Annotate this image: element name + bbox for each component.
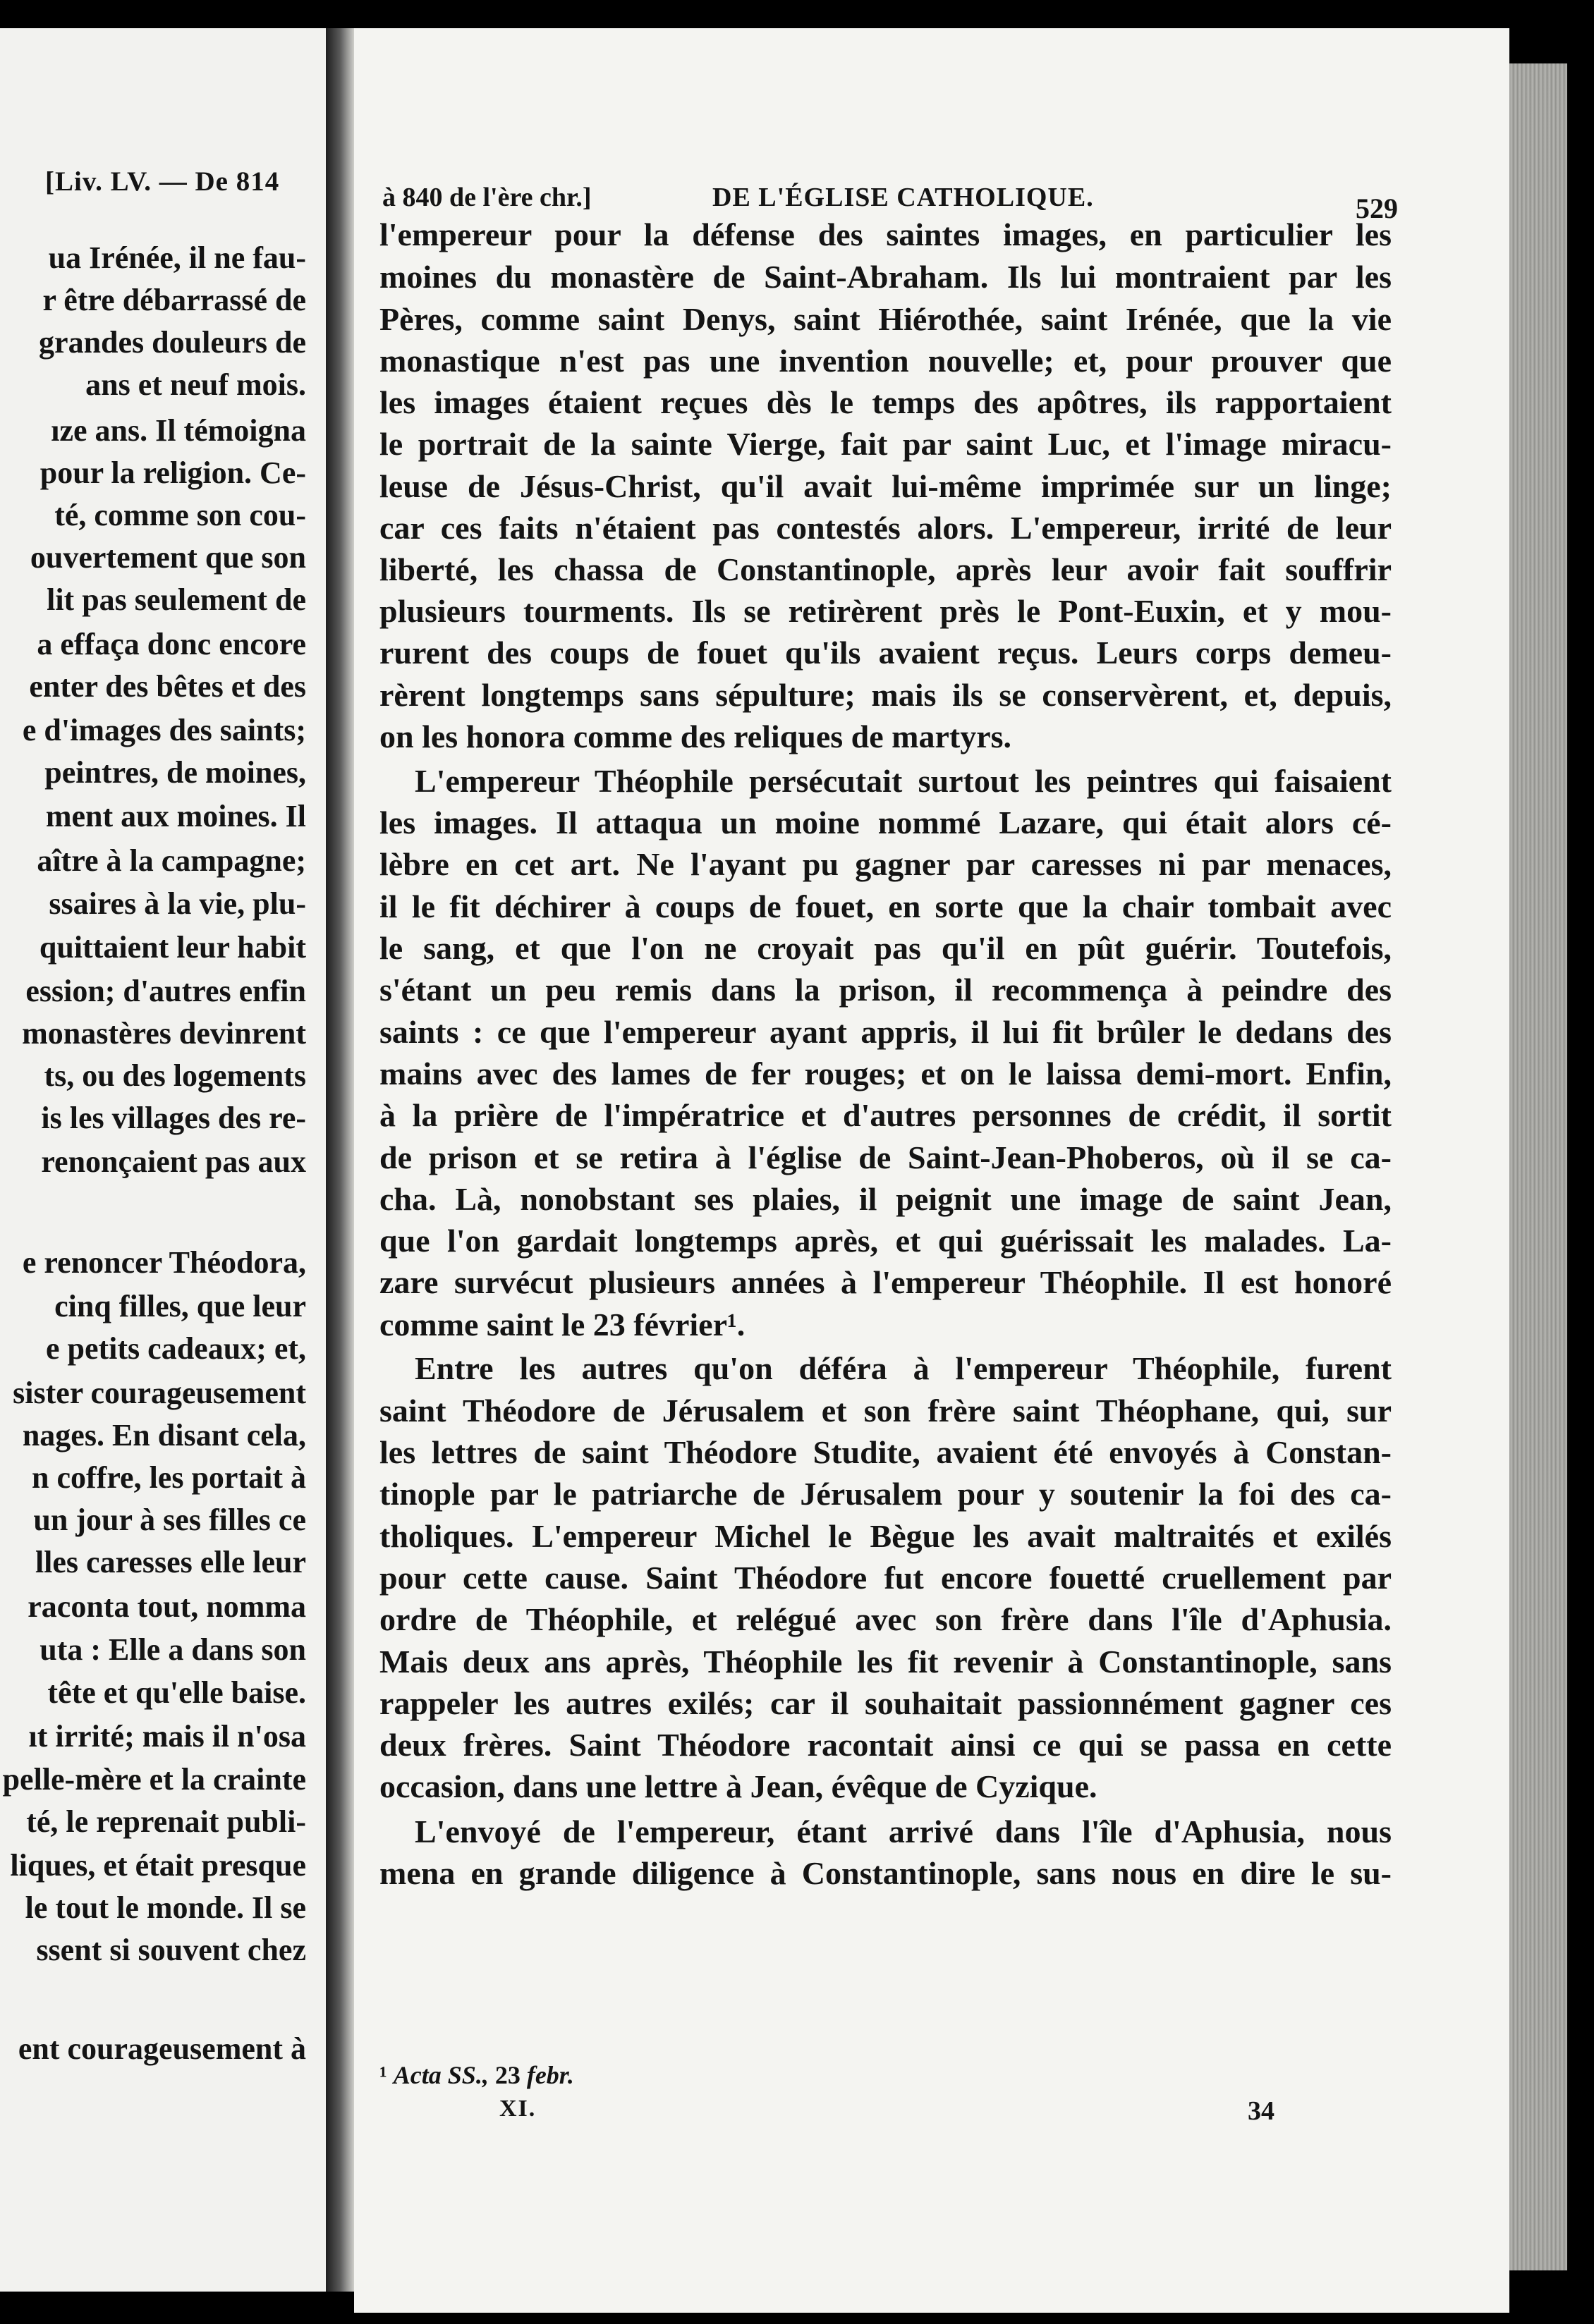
- left-text-line: cinq filles, que leur: [54, 1289, 306, 1323]
- left-text-line: e petits cadeaux; et,: [45, 1331, 306, 1366]
- left-text-line: ouvertement que son: [30, 540, 306, 575]
- left-text-line: aître à la campagne;: [37, 843, 306, 878]
- text-line: L'empereur Théophile persécutait surtout les peintres qui faisaient: [415, 763, 1392, 799]
- left-text-line: n coffre, les portait à: [32, 1460, 306, 1495]
- text-line: ordre de Théophile, et relégué avec son frère dans l'île d'Aphusia.: [379, 1601, 1392, 1637]
- page-number: 529: [1356, 192, 1398, 224]
- left-text-line: pour la religion. Ce-: [39, 455, 306, 490]
- left-text-line: renonçaient pas aux: [41, 1144, 306, 1179]
- text-line: leuse de Jésus-Christ, qu'il avait lui-même imprimée sur un linge;: [379, 468, 1392, 504]
- text-line: occasion, dans une lettre à Jean, évêque de Cyzique.: [379, 1768, 1097, 1804]
- left-text-line: nages. En disant cela,: [22, 1418, 306, 1452]
- text-line: les images étaient reçues dès le temps des apôtres, ils rapportaient: [379, 384, 1392, 420]
- left-text-line: tête et qu'elle baise.: [47, 1675, 306, 1710]
- book-gutter: [326, 28, 354, 2292]
- text-line: comme saint le 23 février¹.: [379, 1307, 746, 1343]
- text-line: deux frères. Saint Théodore racontait ainsi ce qui se passa en cette: [379, 1727, 1392, 1763]
- text-line: rurent des coups de fouet qu'ils avaient reçus. Leurs corps demeu-: [379, 635, 1392, 671]
- text-line: l'empereur pour la défense des saintes images, en particulier les: [379, 216, 1392, 252]
- left-text-line: lit pas seulement de: [47, 582, 306, 617]
- text-line: mena en grande diligence à Constantinople, sans nous en dire le su-: [379, 1855, 1392, 1891]
- text-line: rèrent longtemps sans sépulture; mais ils se conservèrent, et, depuis,: [379, 677, 1392, 713]
- footnote-source: Acta SS.,: [393, 2061, 489, 2089]
- left-text-line: r être débarrassé de: [42, 283, 306, 317]
- text-line: liberté, les chassa de Constantinople, après leur avoir fait souffrir: [379, 551, 1392, 587]
- left-text-line: quittaient leur habit: [39, 930, 306, 965]
- text-line: mains avec des lames de fer rouges; et on le laissa demi-mort. Enfin,: [379, 1056, 1392, 1091]
- left-text-line: grandes douleurs de: [39, 325, 306, 360]
- text-line: car ces faits n'étaient pas contestés alors. L'empereur, irrité de leur: [379, 510, 1392, 546]
- left-text-line: ssaires à la vie, plu-: [49, 886, 306, 921]
- text-line: moines du monastère de Saint-Abraham. Ils lui montraient par les: [379, 259, 1392, 295]
- text-line: saint Théodore de Jérusalem et son frère saint Théophane, qui, sur: [379, 1393, 1392, 1429]
- left-text-line: e d'images des saints;: [22, 713, 306, 747]
- left-text-line: ıt irrité; mais il n'osa: [28, 1719, 306, 1754]
- text-line: monastique n'est pas une invention nouvelle; et, pour prouver que: [379, 343, 1392, 379]
- left-text-line: is les villages des re-: [41, 1101, 306, 1135]
- text-line: rappeler les autres exilés; car il souhaitait passionnément gagner ces: [379, 1685, 1392, 1721]
- footnote-month: febr.: [526, 2061, 574, 2089]
- left-text-line: monastères devinrent: [22, 1016, 306, 1051]
- left-text-line: ts, ou des logements: [44, 1058, 306, 1093]
- left-text-line: e renoncer Théodora,: [22, 1245, 306, 1280]
- left-text-line: ment aux moines. Il: [45, 799, 306, 833]
- text-line: Pères, comme saint Denys, saint Hiérothée, saint Irénée, que la vie: [379, 301, 1392, 337]
- left-text-line: le tout le monde. Il se: [25, 1890, 306, 1925]
- left-text-line: raconta tout, nomma: [28, 1589, 306, 1624]
- left-text-line: un jour à ses filles ce: [33, 1503, 306, 1537]
- text-line: Mais deux ans après, Théophile les fit revenir à Constantinople, sans: [379, 1644, 1392, 1680]
- running-header-date-range: à 840 de l'ère chr.]: [382, 183, 592, 212]
- text-line: le sang, et que l'on ne croyait pas qu'il en pût guérir. Toutefois,: [379, 930, 1392, 966]
- left-text-line: lles caresses elle leur: [35, 1545, 306, 1579]
- left-text-line: ent courageusement à: [18, 2031, 306, 2066]
- footnote-mark: ¹: [379, 2061, 387, 2089]
- left-text-line: ıze ans. Il témoigna: [51, 413, 306, 448]
- left-text-line: ans et neuf mois.: [85, 367, 306, 402]
- left-text-line: liques, et était presque: [10, 1848, 306, 1883]
- signature-mark: XI.: [499, 2096, 537, 2122]
- left-text-line: té, le reprenait publi-: [26, 1804, 306, 1839]
- text-line: les images. Il attaqua un moine nommé Lazare, qui était alors cé-: [379, 805, 1392, 840]
- signature-number: 34: [1248, 2096, 1274, 2126]
- left-text-line: peintres, de moines,: [44, 755, 306, 790]
- text-line: cha. Là, nonobstant ses plaies, il peignit une image de saint Jean,: [379, 1181, 1392, 1217]
- left-text-line: sister courageusement: [13, 1376, 306, 1410]
- text-line: Entre les autres qu'on déféra à l'empereur Théophile, furent: [415, 1350, 1392, 1386]
- left-text-line: ession; d'autres enfin: [25, 974, 306, 1008]
- text-line: que l'on gardait longtemps après, et qui guérissait les malades. La-: [379, 1223, 1392, 1259]
- running-header-title: DE L'ÉGLISE CATHOLIQUE.: [712, 183, 1094, 212]
- left-text-line: a effaça donc encore: [37, 627, 306, 661]
- left-text-line: enter des bêtes et des: [29, 669, 306, 704]
- text-line: lèbre en cet art. Ne l'ayant pu gagner par caresses ni par menaces,: [379, 846, 1392, 882]
- left-text-line: uta : Elle a dans son: [39, 1632, 306, 1667]
- text-line: zare survécut plusieurs années à l'empereur Théophile. Il est honoré: [379, 1264, 1392, 1300]
- text-line: plusieurs tourments. Ils se retirèrent près le Pont-Euxin, et y mou-: [379, 593, 1392, 629]
- left-text-line: pelle-mère et la crainte: [2, 1762, 306, 1797]
- text-line: saints : ce que l'empereur ayant appris, il lui fit brûler le dedans des: [379, 1014, 1392, 1050]
- text-line: L'envoyé de l'empereur, étant arrivé dans l'île d'Aphusia, nous: [415, 1814, 1392, 1849]
- left-text-line: ua Irénée, il ne fau-: [48, 240, 306, 275]
- text-line: tinople par le patriarche de Jérusalem pour y soutenir la foi des ca-: [379, 1476, 1392, 1512]
- text-line: de prison et se retira à l'église de Saint-Jean-Phoberos, où il se ca-: [379, 1139, 1392, 1175]
- left-page: [0, 28, 326, 2292]
- footnote: [379, 2060, 574, 2090]
- text-line: tholiques. L'empereur Michel le Bègue les avait maltraités et exilés: [379, 1518, 1392, 1554]
- text-line: à la prière de l'impératrice et d'autres personnes de crédit, il sortit: [379, 1097, 1392, 1133]
- left-running-header: [Liv. LV. — De 814: [45, 166, 280, 197]
- text-line: s'étant un peu remis dans la prison, il recommença à peindre des: [379, 972, 1392, 1008]
- text-line: on les honora comme des reliques de martyrs.: [379, 718, 1012, 754]
- text-line: le portrait de la sainte Vierge, fait par saint Luc, et l'image miracu-: [379, 426, 1392, 462]
- text-line: les lettres de saint Théodore Studite, avaient été envoyés à Constan-: [379, 1434, 1392, 1470]
- right-page: [354, 28, 1509, 2313]
- text-line: pour cette cause. Saint Théodore fut encore fouetté cruellement par: [379, 1560, 1392, 1596]
- text-line: il le fit déchirer à coups de fouet, en sorte que la chair tombait avec: [379, 888, 1392, 924]
- left-text-line: té, comme son cou-: [54, 498, 306, 532]
- footnote-day: 23: [488, 2061, 527, 2089]
- page-edges: [1509, 63, 1567, 2270]
- left-text-line: ssent si souvent chez: [36, 1933, 306, 1967]
